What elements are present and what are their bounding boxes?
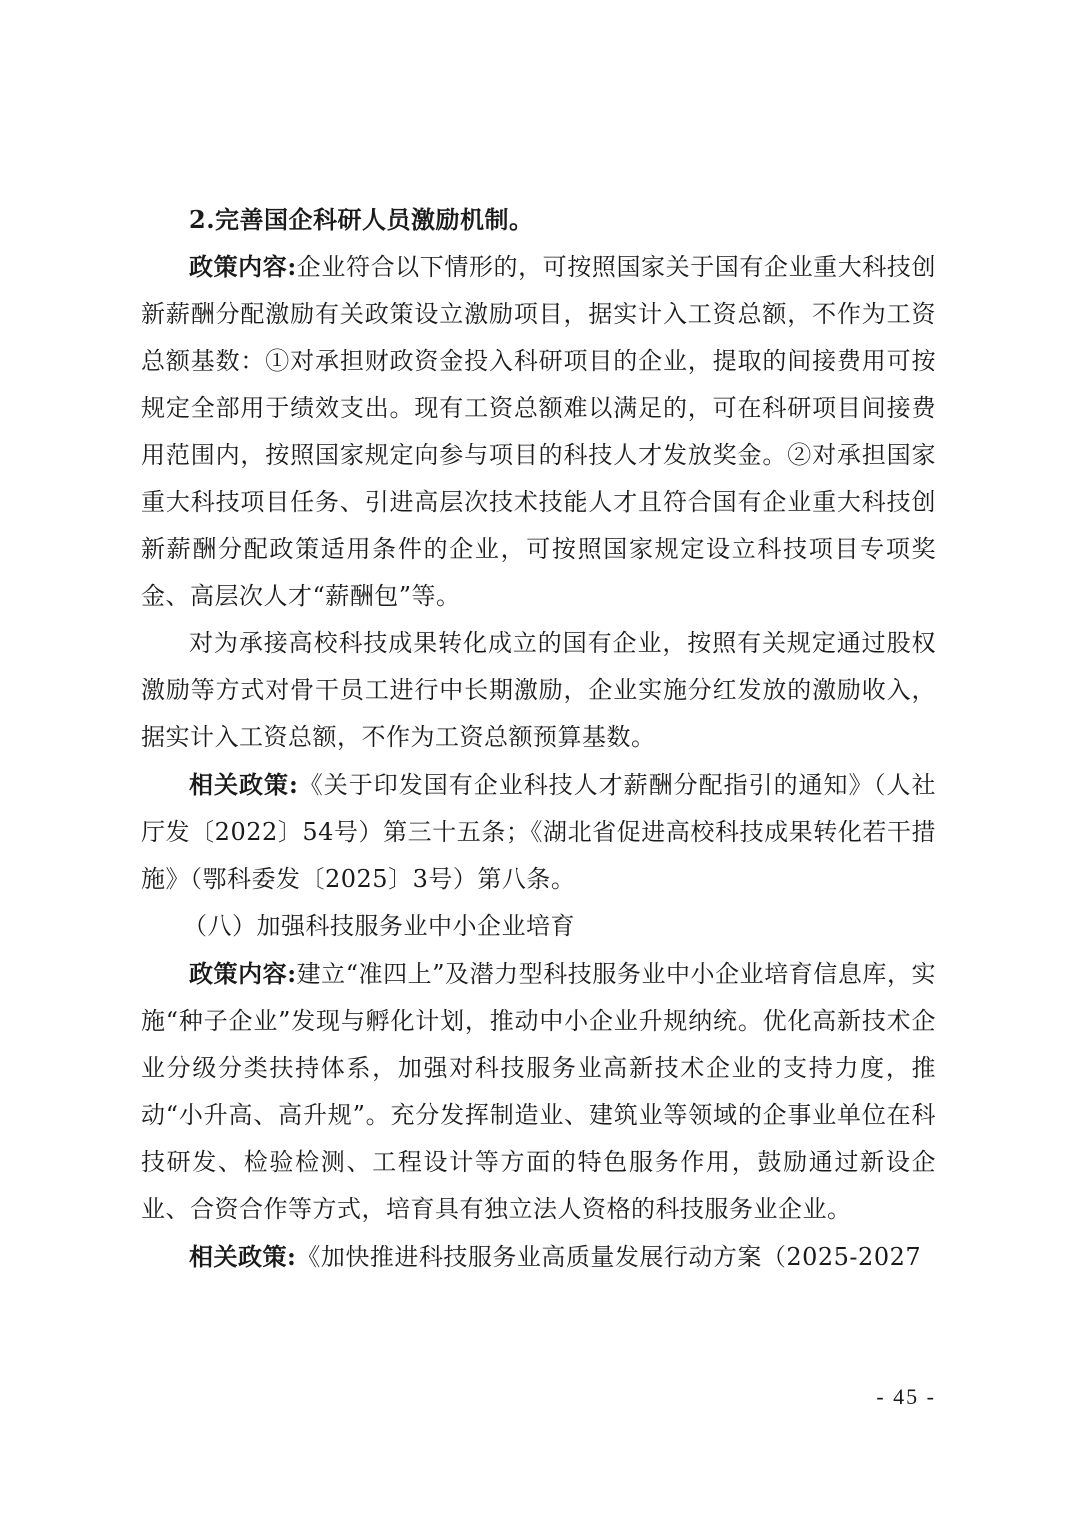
policy-content-text-2: 对为承接高校科技成果转化成立的国有企业，按照有关规定通过股权激励等方式对骨干员工进行中长期激励，企业实施分红发放的激励收入，据实计入工资总额，不作为工资总额预算基数。: [141, 629, 936, 751]
related-policy-paragraph-2: [141, 1233, 936, 1281]
policy-content-paragraph-2: [141, 620, 936, 761]
section-heading: [141, 196, 936, 243]
related-policy-text-2: 《加快推进科技服务业高质量发展行动方案（2025-2027: [296, 1243, 922, 1271]
policy-content-paragraph-3: [141, 950, 936, 1233]
related-policy-paragraph-1: [141, 761, 936, 903]
related-policy-text: 《关于印发国有企业科技人才薪酬分配指引的通知》（人社厅发〔2022〕54号）第三十五条；《湖北省促进高校科技成果转化若干措施》（鄂科委发〔2025〕3号）第八条。: [141, 771, 936, 893]
document-body: [141, 196, 936, 1281]
policy-content-text-3: 建立“准四上”及潜力型科技服务业中小企业培育信息库，实施“种子企业”发现与孵化计划，推动中小企业升规纳统。优化高新技术企业分级分类扶持体系，加强对科技服务业高新技术企业的支持力度，推动“小升高、高升规”。充分发挥制造业、建筑业等领域的企事业单位在科技研发、检验检测、工程设计等方面的特色服务作用，鼓励通过新设企业、合资合作等方式，培育具有独立法人资格的科技服务业企业。: [141, 960, 937, 1223]
policy-content-label: 政策内容:: [189, 252, 297, 281]
subsection-heading: [141, 903, 936, 950]
policy-content-text: 企业符合以下情形的，可按照国家关于国有企业重大科技创新薪酬分配激励有关政策设立激励项目，据实计入工资总额，不作为工资总额基数：①对承担财政资金投入科研项目的企业，提取的间接费用可按规定全部用于绩效支出。现有工资总额难以满足的，可在科研项目间接费用范围内，按照国家规定向参与项目的科技人才发放奖金。②对承担国家重大科技项目任务、引进高层次技术技能人才且符合国有企业重大科技创新薪酬分配政策适用条件的企业，可按照国家规定设立科技项目专项奖金、高层次人才“薪酬包”等。: [141, 253, 937, 610]
section-heading-text: 2.完善国企科研人员激励机制。: [189, 205, 534, 234]
related-policy-label-2: 相关政策:: [189, 1242, 297, 1271]
related-policy-label: 相关政策:: [189, 770, 299, 799]
policy-content-paragraph-1: [141, 243, 936, 620]
subsection-heading-text: （八）加强科技服务业中小企业培育: [183, 912, 575, 940]
page-number: - 45 -: [876, 1384, 936, 1409]
policy-content-label-2: 政策内容:: [189, 959, 297, 988]
